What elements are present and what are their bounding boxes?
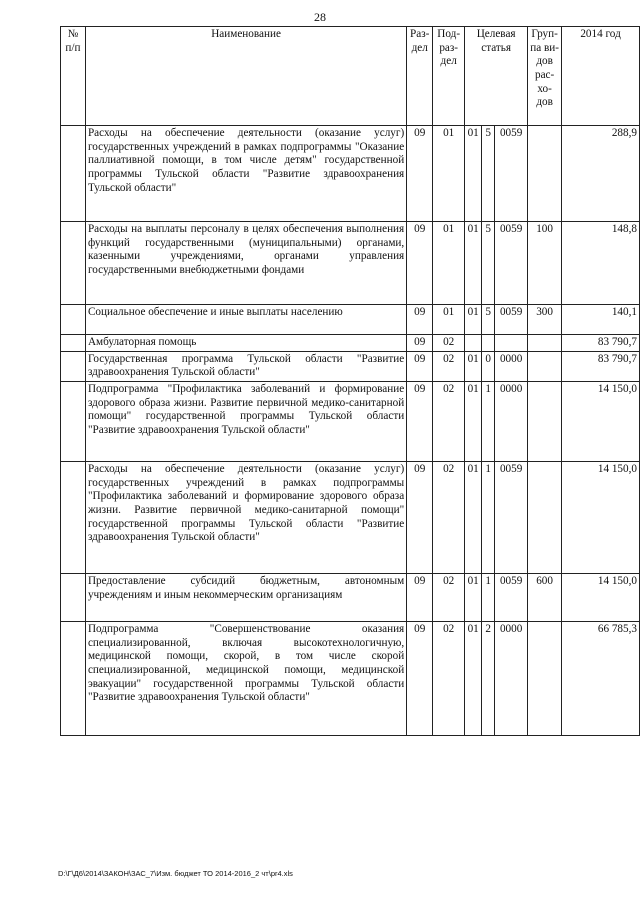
row-target-program: 01 xyxy=(465,461,482,573)
row-target-direction: 0059 xyxy=(495,126,528,222)
header-subsection: Под-раз-дел xyxy=(433,27,465,126)
row-target-subprogram: 1 xyxy=(482,573,495,621)
row-name: Социальное обеспечение и иные выплаты населению xyxy=(85,305,406,335)
row-number xyxy=(61,222,86,305)
row-number xyxy=(61,351,86,381)
row-expense-group xyxy=(528,621,562,735)
header-year: 2014 год xyxy=(562,27,640,126)
row-target-subprogram: 1 xyxy=(482,461,495,573)
row-number xyxy=(61,621,86,735)
row-name: Предоставление субсидий бюджетным, автономным учреждениям и иным некоммерческим организациям xyxy=(85,573,406,621)
row-section: 09 xyxy=(407,305,433,335)
table-row xyxy=(61,381,640,461)
row-target-program: 01 xyxy=(465,305,482,335)
header-target-article: Целевая статья xyxy=(465,27,528,126)
row-subsection: 02 xyxy=(433,461,465,573)
header-num: № п/п xyxy=(61,27,86,126)
row-target-subprogram: 0 xyxy=(482,351,495,381)
row-target-subprogram: 1 xyxy=(482,381,495,461)
row-amount-2014: 140,1 xyxy=(562,305,640,335)
row-name: Амбулаторная помощь xyxy=(85,335,406,352)
row-amount-2014: 288,9 xyxy=(562,126,640,222)
row-subsection: 02 xyxy=(433,573,465,621)
row-target-direction xyxy=(495,335,528,352)
row-target-program xyxy=(465,335,482,352)
row-expense-group xyxy=(528,381,562,461)
row-target-direction: 0000 xyxy=(495,381,528,461)
row-expense-group xyxy=(528,461,562,573)
row-target-direction: 0059 xyxy=(495,305,528,335)
row-amount-2014: 14 150,0 xyxy=(562,381,640,461)
row-name: Подпрограмма "Совершенствование оказания специализированной, включая высокотехнологичную, медицинской помощи, скорой, в том числе скорой специализированной, медицинской помощи, медицинской эвакуации" государственной программы Тульской области "Развитие здравоохранения Тульской области" xyxy=(85,621,406,735)
row-amount-2014: 83 790,7 xyxy=(562,351,640,381)
row-amount-2014: 148,8 xyxy=(562,222,640,305)
row-target-direction: 0059 xyxy=(495,573,528,621)
row-target-program: 01 xyxy=(465,351,482,381)
row-expense-group xyxy=(528,351,562,381)
row-target-subprogram: 5 xyxy=(482,305,495,335)
row-subsection: 02 xyxy=(433,621,465,735)
row-target-subprogram xyxy=(482,335,495,352)
row-section: 09 xyxy=(407,381,433,461)
row-number xyxy=(61,335,86,352)
table-row xyxy=(61,335,640,352)
row-section: 09 xyxy=(407,126,433,222)
row-target-subprogram: 5 xyxy=(482,222,495,305)
header-section: Раз-дел xyxy=(407,27,433,126)
row-subsection: 01 xyxy=(433,305,465,335)
table-row xyxy=(61,461,640,573)
row-number xyxy=(61,126,86,222)
row-target-program: 01 xyxy=(465,126,482,222)
row-target-direction: 0000 xyxy=(495,621,528,735)
page-number: 28 xyxy=(314,10,326,24)
header-name: Наименование xyxy=(85,27,406,126)
row-target-program: 01 xyxy=(465,621,482,735)
row-target-program: 01 xyxy=(465,381,482,461)
table-row xyxy=(61,573,640,621)
row-name: Расходы на обеспечение деятельности (оказание услуг) государственных учреждений в рамках подпрограммы "Профилактика заболеваний и формирование здорового образа жизни. Развитие первичной медико-санитарной помощи" государственной программы Тульской области "Развитие здравоохранения Тульской области" xyxy=(85,461,406,573)
row-target-program: 01 xyxy=(465,573,482,621)
row-target-subprogram: 5 xyxy=(482,126,495,222)
row-number xyxy=(61,381,86,461)
row-subsection: 01 xyxy=(433,126,465,222)
row-expense-group: 100 xyxy=(528,222,562,305)
row-section: 09 xyxy=(407,335,433,352)
row-amount-2014: 14 150,0 xyxy=(562,573,640,621)
table-body xyxy=(61,126,640,736)
row-section: 09 xyxy=(407,461,433,573)
row-expense-group xyxy=(528,335,562,352)
table-row xyxy=(61,222,640,305)
row-expense-group: 600 xyxy=(528,573,562,621)
row-name: Подпрограмма "Профилактика заболеваний и формирование здорового образа жизни. Развитие первичной медико-санитарной помощи" государственной программы Тульской области "Развитие здравоохранения Тульской области" xyxy=(85,381,406,461)
table-row xyxy=(61,305,640,335)
table-row xyxy=(61,126,640,222)
row-amount-2014: 14 150,0 xyxy=(562,461,640,573)
row-subsection: 02 xyxy=(433,381,465,461)
table-row xyxy=(61,621,640,735)
row-amount-2014: 83 790,7 xyxy=(562,335,640,352)
row-amount-2014: 66 785,3 xyxy=(562,621,640,735)
row-target-direction: 0000 xyxy=(495,351,528,381)
row-target-program: 01 xyxy=(465,222,482,305)
row-section: 09 xyxy=(407,222,433,305)
row-name: Расходы на выплаты персоналу в целях обеспечения выполнения функций государственными (муниципальными) органами, казенными учреждениями, органами управления государственными внебюджетными фондами xyxy=(85,222,406,305)
row-target-subprogram: 2 xyxy=(482,621,495,735)
table-row xyxy=(61,351,640,381)
row-section: 09 xyxy=(407,621,433,735)
row-target-direction: 0059 xyxy=(495,461,528,573)
row-subsection: 02 xyxy=(433,351,465,381)
row-number xyxy=(61,573,86,621)
file-path-footer: D:\Г\Д6\2014\ЗАКОН\ЗАС_7\Изм. бюджет ТО 2014-2016_2 чт\pr4.xls xyxy=(58,869,293,878)
budget-table xyxy=(60,26,640,736)
row-section: 09 xyxy=(407,573,433,621)
row-section: 09 xyxy=(407,351,433,381)
row-expense-group: 300 xyxy=(528,305,562,335)
row-name: Государственная программа Тульской области "Развитие здравоохранения Тульской области" xyxy=(85,351,406,381)
row-expense-group xyxy=(528,126,562,222)
row-subsection: 01 xyxy=(433,222,465,305)
header-expense-group: Груп-па ви-дов рас-хо-дов xyxy=(528,27,562,126)
row-number xyxy=(61,461,86,573)
row-number xyxy=(61,305,86,335)
row-subsection: 02 xyxy=(433,335,465,352)
row-name: Расходы на обеспечение деятельности (оказание услуг) государственных учреждений в рамках подпрограммы "Оказание паллиативной помощи, в том числе детям" государственной программы Тульской области "Развитие здравоохранения Тульской области" xyxy=(85,126,406,222)
row-target-direction: 0059 xyxy=(495,222,528,305)
